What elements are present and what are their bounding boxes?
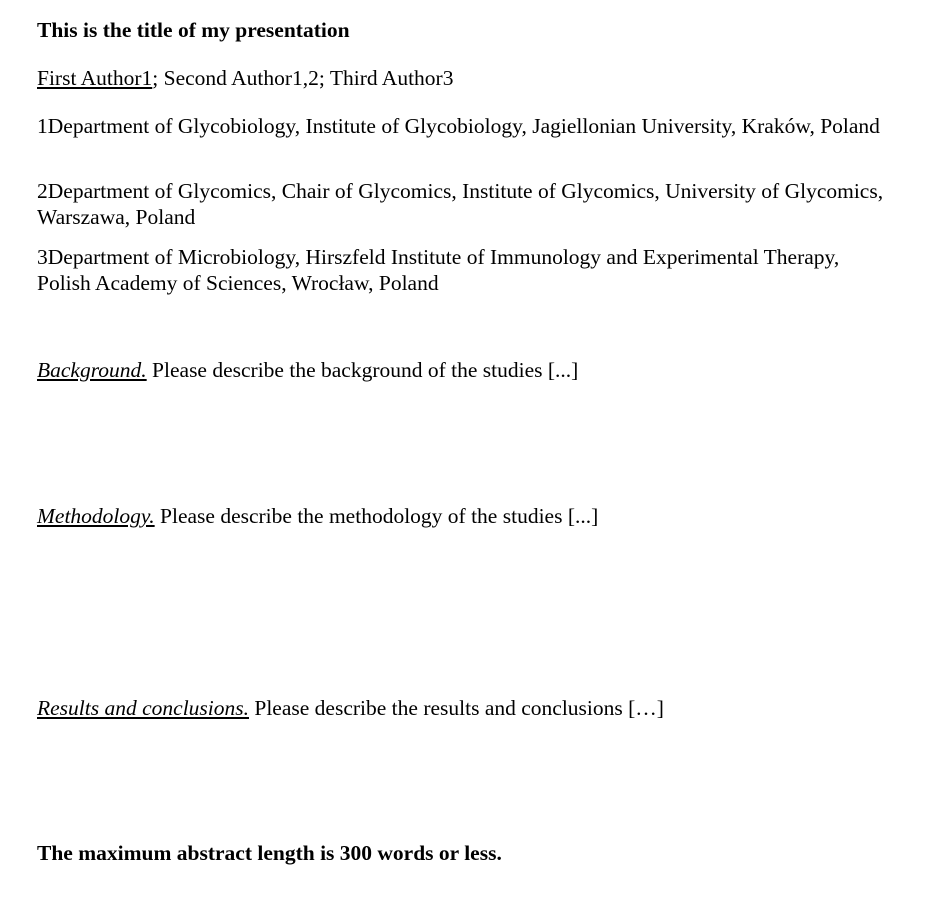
length-note: The maximum abstract length is 300 words or less. [37,841,502,865]
results-text: Please describe the results and conclusions […] [249,696,664,720]
results-label: Results and conclusions. [37,696,249,720]
presentation-title: This is the title of my presentation [37,18,350,42]
background-label: Background. [37,358,147,382]
other-authors: ; Second Author1,2; Third Author3 [152,66,454,90]
affiliation-1: 1Department of Glycobiology, Institute of Glycobiology, Jagiellonian University, Kraków, Poland [37,114,880,138]
background-text: Please describe the background of the studies [...] [146,358,579,382]
methodology-text: Please describe the methodology of the studies [...] [154,504,599,528]
background-section [37,357,897,383]
affiliation-2: 2Department of Glycomics, Chair of Glycomics, Institute of Glycomics, University of Glycomics, Warszawa, Poland [37,179,884,229]
affiliation-3: 3Department of Microbiology, Hirszfeld Institute of Immunology and Experimental Therapy, Polish Academy of Sciences, Wrocław, Poland [37,245,840,295]
results-section [37,695,897,721]
author-list [37,65,897,91]
methodology-label: Methodology. [37,504,155,528]
first-author: First Author1 [37,66,153,90]
methodology-section [37,503,897,529]
